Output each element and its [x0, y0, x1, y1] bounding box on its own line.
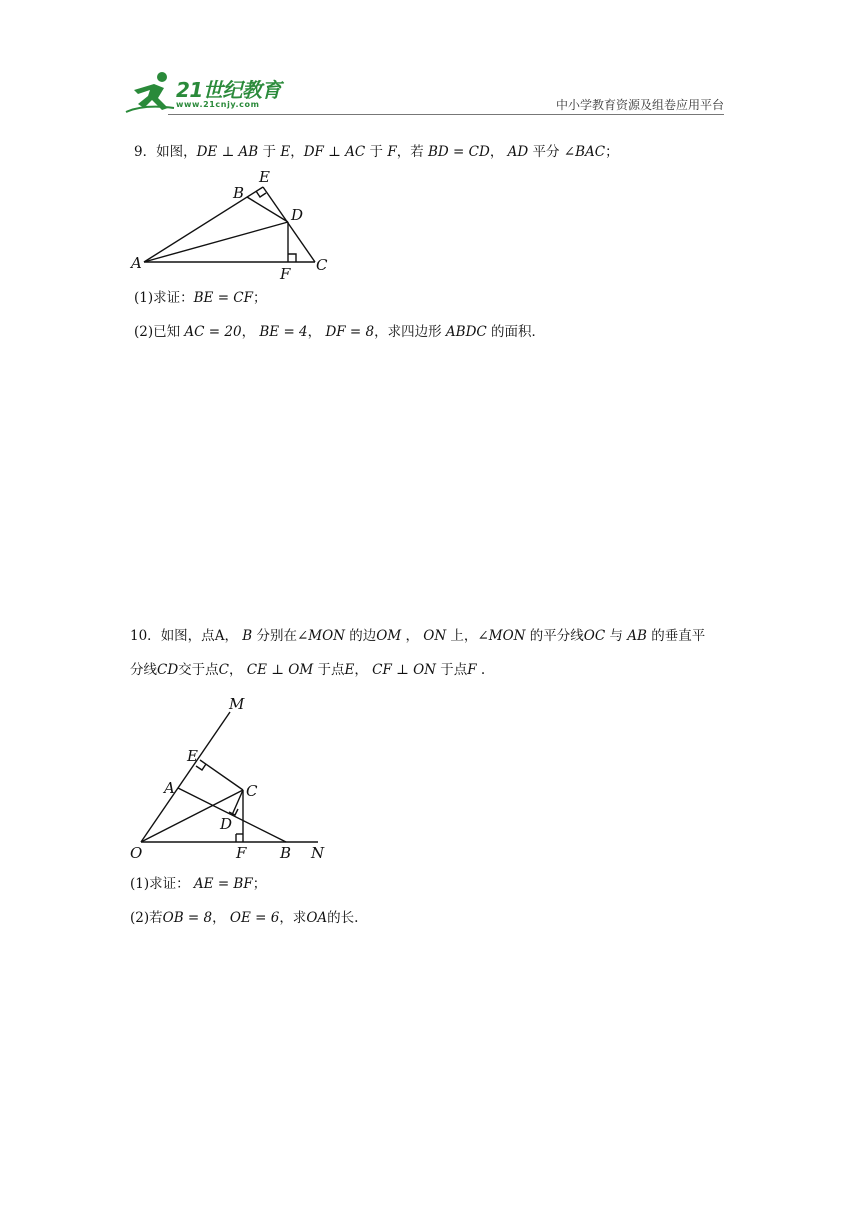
q9-cond-2: DF ⊥ AC [303, 144, 366, 160]
q10-text: 与 [605, 628, 628, 644]
label-e: E [187, 747, 198, 765]
site-logo [124, 68, 294, 114]
q10-angle-mon: ∠MON [296, 628, 345, 644]
q10-point-f: F [467, 662, 477, 678]
q10-text: ， [229, 662, 247, 678]
q10-text: ， [224, 628, 243, 644]
q10-side-on: ON [423, 628, 447, 644]
q10-part2-math: OB = 8 [162, 910, 213, 926]
q10-segment-cd: CD [157, 662, 179, 678]
q10-text: 的边 [344, 628, 377, 644]
q10-text: ， [401, 628, 424, 644]
q10-text: 交于点 [178, 662, 219, 678]
label-o: O [130, 844, 143, 862]
runner-logo-icon [124, 68, 176, 114]
q9-cond-1: DE ⊥ AB [196, 144, 259, 160]
label-a: A [164, 779, 175, 797]
q9-cond-5: ∠BAC [563, 144, 606, 160]
q10-point-e: E [344, 662, 355, 678]
label-m: M [229, 695, 245, 713]
q10-cond-ce-om: CE ⊥ OM [246, 662, 314, 678]
q9-part2-text: ， [241, 324, 260, 340]
q9-part1-math: BE = CF [193, 290, 253, 306]
q9-part2-text: ， [307, 324, 326, 340]
label-b: B [233, 184, 245, 202]
q10-stem-line1 [130, 626, 705, 646]
ray-om [141, 712, 233, 842]
q9-text: 于 [258, 144, 281, 160]
label-d: D [220, 815, 233, 833]
q9-point-e: E [280, 144, 291, 160]
q10-point-b: B [242, 628, 253, 644]
label-c: C [246, 782, 258, 800]
q10-part2-text: ， [212, 910, 230, 926]
q9-part2-math: BE = 4 [259, 324, 308, 340]
q10-part2-text: (2)若 [130, 910, 163, 926]
q10-part2-text: ，求 [279, 910, 307, 926]
segment-ec [263, 187, 315, 262]
q9-cond-4: AD [507, 144, 529, 160]
q10-angle-mon: ∠MON [477, 628, 526, 644]
q10-text: 分线 [130, 662, 157, 678]
logo-text: 21世纪教育 [176, 78, 281, 102]
q10-point-a: A [214, 628, 225, 644]
q10-text: 于点 [313, 662, 345, 678]
q10-part2-math: OA [306, 910, 328, 926]
q9-part2 [134, 322, 545, 342]
q9-text: ； [605, 144, 619, 160]
q10-part1-suffix: ； [252, 876, 267, 892]
q10-text: 如图，点 [160, 628, 215, 644]
q9-number: 9． [134, 144, 157, 160]
q9-text: ，若 [396, 144, 429, 160]
q9-text: 于 [365, 144, 388, 160]
q9-part2-text: (2)已知 [134, 324, 185, 340]
logo-url: www.21cnjy.com [176, 100, 260, 109]
page-header [124, 68, 724, 116]
label-a: A [131, 254, 142, 272]
q10-part1-prefix: (1)求证： [130, 876, 194, 892]
q10-segment-ab: AB [627, 628, 647, 644]
q10-part2 [130, 908, 358, 928]
q10-side-om: OM [376, 628, 402, 644]
q9-part2-math: AC = 20 [184, 324, 242, 340]
q10-text: . [476, 662, 486, 678]
segment-ad [144, 222, 288, 262]
q9-part2-text: 的面积． [486, 324, 546, 340]
segment-ae [144, 187, 263, 262]
q10-part1-math: AE = BF [193, 876, 253, 892]
q9-part2-math: ABDC [445, 324, 487, 340]
q9-intro: 如图， [156, 144, 197, 160]
label-e: E [259, 168, 270, 186]
q10-part2-math: OE = 6 [229, 910, 280, 926]
label-b: B [280, 844, 292, 862]
header-divider [168, 114, 724, 115]
q9-point-f: F [387, 144, 397, 160]
segment-bd [247, 197, 288, 222]
q9-text: ， [290, 144, 304, 160]
q9-cond-3: BD = CD [428, 144, 490, 160]
q10-text: 于点 [435, 662, 468, 678]
q10-text: ， [354, 662, 373, 678]
q9-part2-text: ，求四边形 [374, 324, 446, 340]
label-f: F [236, 844, 247, 862]
q9-part1-suffix: ； [253, 290, 267, 306]
q9-part1 [134, 288, 267, 308]
q10-cond-cf-on: CF ⊥ ON [372, 662, 436, 678]
q10-text: 上， [446, 628, 478, 644]
site-name: 中小学教育资源及组卷应用平台 [555, 98, 724, 112]
q10-segment-oc: OC [583, 628, 606, 644]
q10-figure [126, 692, 336, 864]
right-angle-e [256, 191, 266, 197]
label-f: F [280, 265, 291, 282]
q9-part1-prefix: (1)求证： [134, 290, 194, 306]
label-c: C [316, 256, 328, 274]
q10-stem-line2 [130, 660, 485, 680]
q9-text: ， [489, 144, 508, 160]
q10-number: 10． [130, 628, 161, 644]
q10-text: 的平分线 [525, 628, 584, 644]
q9-stem [134, 142, 619, 162]
q10-part1 [130, 874, 266, 894]
q10-point-c: C [218, 662, 229, 678]
label-d: D [291, 206, 304, 224]
q9-part2-math: DF = 8 [325, 324, 375, 340]
q9-figure [126, 166, 346, 282]
q9-text: 平分 [528, 144, 564, 160]
q10-text: 分别在 [252, 628, 297, 644]
label-n: N [311, 844, 325, 862]
right-angle-f [288, 254, 296, 262]
q10-text: 的垂直平 [646, 628, 706, 644]
q10-part2-text: 的长. [327, 910, 359, 926]
